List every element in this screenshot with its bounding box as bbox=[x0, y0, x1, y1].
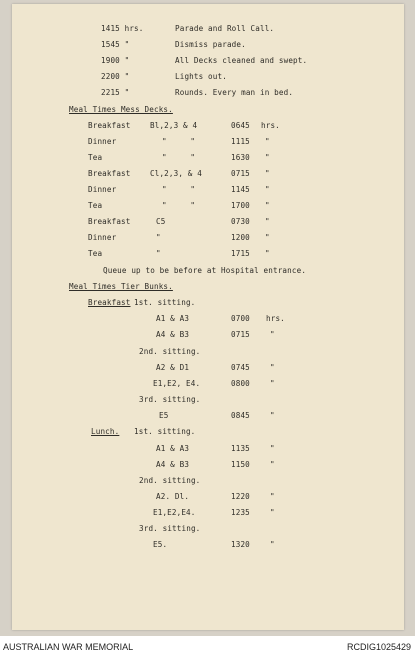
bunk-group: E5 bbox=[159, 411, 169, 420]
meal-label: Dinner bbox=[88, 233, 117, 242]
meal-unit: " bbox=[265, 201, 270, 210]
meal-time: 1700 bbox=[231, 201, 250, 210]
meal-time: 1200 bbox=[231, 233, 250, 242]
meal-unit: " bbox=[265, 137, 270, 146]
bunk-group: A4 & B3 bbox=[156, 330, 190, 339]
meal-label: Tea bbox=[88, 201, 103, 210]
meal-group: " " bbox=[162, 153, 196, 162]
archive-credit: AUSTRALIAN WAR MEMORIAL bbox=[3, 642, 134, 652]
bunk-group: A2 & D1 bbox=[156, 363, 190, 372]
bunk-unit: " bbox=[270, 460, 275, 469]
bunk-unit: " bbox=[270, 444, 275, 453]
meal-unit: " bbox=[265, 153, 270, 162]
sitting-label: 2nd. sitting. bbox=[139, 347, 201, 356]
meal-group: " " bbox=[162, 185, 196, 194]
meal-time: 1630 bbox=[231, 153, 250, 162]
meal-unit: " bbox=[265, 185, 270, 194]
bunk-time: 1220 bbox=[231, 492, 250, 501]
schedule-desc: Lights out. bbox=[175, 72, 227, 81]
sitting-label: 3rd. sitting. bbox=[139, 395, 201, 404]
meal-time: 0645 bbox=[231, 121, 250, 130]
bunk-group: A4 & B3 bbox=[156, 460, 190, 469]
meal-group: " " bbox=[162, 137, 196, 146]
bunk-group: A1 & A3 bbox=[156, 314, 190, 323]
meal-time: 1715 bbox=[231, 249, 250, 258]
bunk-time: 1150 bbox=[231, 460, 250, 469]
meal-time: 1115 bbox=[231, 137, 250, 146]
meal-unit: hrs. bbox=[261, 121, 280, 130]
bunk-unit: " bbox=[270, 492, 275, 501]
sitting-label: 1st. sitting. bbox=[134, 427, 196, 436]
breakfast-label: Breakfast bbox=[88, 298, 131, 307]
bunk-time: 0845 bbox=[231, 411, 250, 420]
meal-label: Tea bbox=[88, 153, 103, 162]
bunk-unit: " bbox=[270, 540, 275, 549]
bunk-group: A2. Dl. bbox=[156, 492, 190, 501]
lunch-label: Lunch. bbox=[91, 427, 120, 436]
schedule-desc: All Decks cleaned and swept. bbox=[175, 56, 308, 65]
schedule-desc: Rounds. Every man in bed. bbox=[175, 88, 294, 97]
bunk-time: 1135 bbox=[231, 444, 250, 453]
meal-label: Breakfast bbox=[88, 121, 131, 130]
meal-time: 0730 bbox=[231, 217, 250, 226]
bunk-time: 1235 bbox=[231, 508, 250, 517]
bunk-unit: " bbox=[270, 411, 275, 420]
queue-note: Queue up to be before at Hospital entrance. bbox=[103, 266, 307, 275]
meal-group: C5 bbox=[156, 217, 166, 226]
tier-bunks-heading: Meal Times Tier Bunks. bbox=[69, 282, 173, 291]
bunk-unit: hrs. bbox=[266, 314, 285, 323]
bunk-unit: " bbox=[270, 508, 275, 517]
bunk-time: 0745 bbox=[231, 363, 250, 372]
meal-unit: " bbox=[265, 249, 270, 258]
mess-decks-heading: Meal Times Mess Decks. bbox=[69, 105, 173, 114]
meal-label: Breakfast bbox=[88, 217, 131, 226]
schedule-desc: Parade and Roll Call. bbox=[175, 24, 275, 33]
sitting-label: 1st. sitting. bbox=[134, 298, 196, 307]
meal-unit: " bbox=[265, 217, 270, 226]
meal-unit: " bbox=[265, 169, 270, 178]
sitting-label: 2nd. sitting. bbox=[139, 476, 201, 485]
bunk-group: A1 & A3 bbox=[156, 444, 190, 453]
meal-group: " bbox=[156, 233, 161, 242]
bunk-unit: " bbox=[270, 363, 275, 372]
meal-unit: " bbox=[265, 233, 270, 242]
schedule-time: 1415 hrs. bbox=[101, 24, 144, 33]
meal-label: Dinner bbox=[88, 185, 117, 194]
meal-label: Tea bbox=[88, 249, 103, 258]
meal-group: Bl,2,3 & 4 bbox=[150, 121, 198, 130]
meal-group: " " bbox=[162, 201, 196, 210]
meal-time: 0715 bbox=[231, 169, 250, 178]
schedule-desc: Dismiss parade. bbox=[175, 40, 246, 49]
bunk-group: E1,E2, E4. bbox=[153, 379, 201, 388]
schedule-time: 1545 " bbox=[101, 40, 130, 49]
schedule-time: 1900 " bbox=[101, 56, 130, 65]
bunk-group: E5. bbox=[153, 540, 168, 549]
bunk-time: 0800 bbox=[231, 379, 250, 388]
meal-group: Cl,2,3, & 4 bbox=[150, 169, 202, 178]
bunk-time: 1320 bbox=[231, 540, 250, 549]
document-page bbox=[12, 4, 404, 630]
meal-label: Dinner bbox=[88, 137, 117, 146]
bunk-time: 0700 bbox=[231, 314, 250, 323]
sitting-label: 3rd. sitting. bbox=[139, 524, 201, 533]
schedule-time: 2215 " bbox=[101, 88, 130, 97]
meal-time: 1145 bbox=[231, 185, 250, 194]
bunk-unit: " bbox=[270, 379, 275, 388]
archive-id: RCDIG1025429 bbox=[346, 642, 411, 652]
bunk-time: 0715 bbox=[231, 330, 250, 339]
meal-label: Breakfast bbox=[88, 169, 131, 178]
bunk-unit: " bbox=[270, 330, 275, 339]
bunk-group: E1,E2,E4. bbox=[153, 508, 196, 517]
meal-group: " bbox=[156, 249, 161, 258]
schedule-time: 2200 " bbox=[101, 72, 130, 81]
